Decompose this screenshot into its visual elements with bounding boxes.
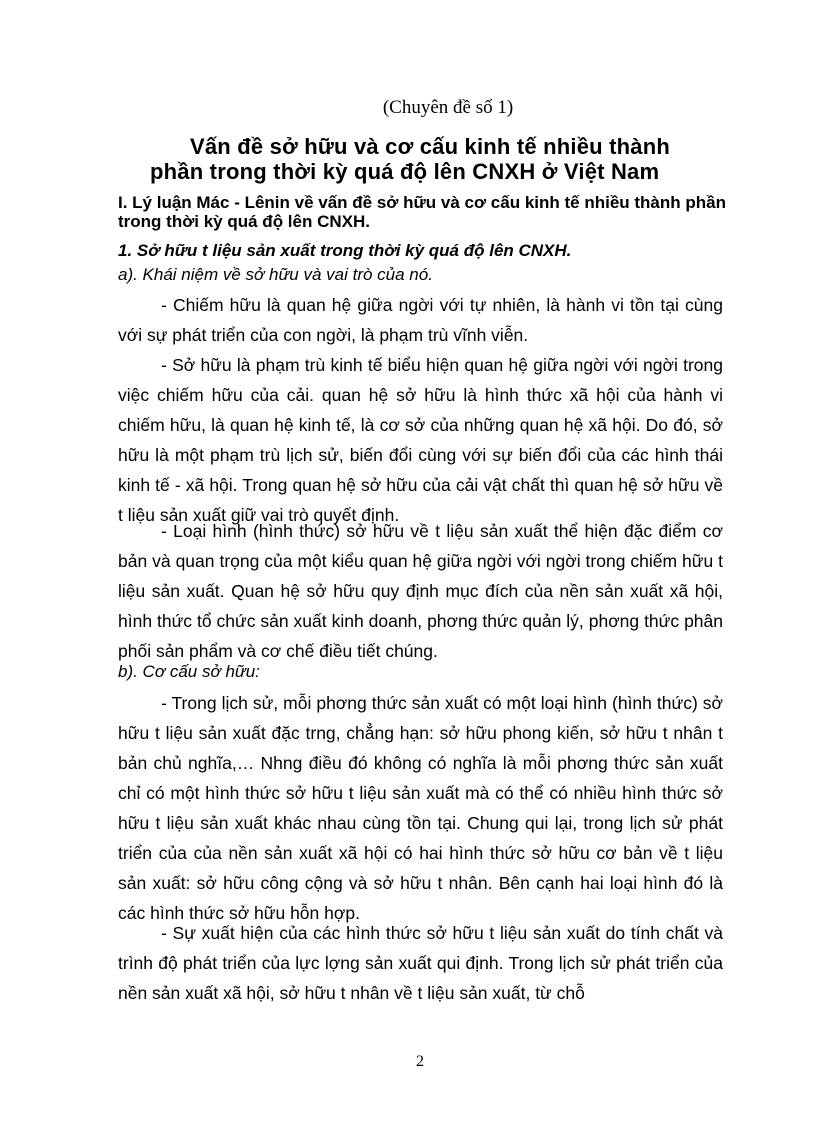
item-a-heading: a). Khái niệm về sở hữu và vai trò của nó. [118,265,433,284]
title-line-1: Vấn đề sở hữu và cơ cấu kinh tế nhiều thành [190,134,671,159]
document-title [150,134,740,184]
section-heading: I. Lý luận Mác - Lênin về vấn đề sở hữu và cơ cấu kinh tế nhiều thành phần trong thời kỳ quá độ lên CNXH. [118,193,726,231]
item-b-heading: b). Cơ cấu sở hữu: [118,662,260,681]
page-number: 2 [416,1053,424,1070]
paragraph-2: - Sở hữu là phạm trù kinh tế biểu hiện quan hệ giữa ngời với ngời trong việc chiếm hữu của cải. quan hệ sở hữu là hình thức xã hội của hành vi chiếm hữu, là quan hệ kinh tế, là cơ sở của những quan hệ xã hội. Do đó, sở hữu là một phạm trù lịch sử, biến đổi cùng với sự biến đổi của các hình thái kinh tế - xã hội. Trong quan hệ sở hữu của cải vật chất thì quan hệ sở hữu về t liệu sản xuất giữ vai trò quyết định. [118,355,723,525]
subsection-heading: 1. Sở hữu t liệu sản xuất trong thời kỳ quá độ lên CNXH. [118,241,572,260]
paragraph-4: - Trong lịch sử, mỗi phơng thức sản xuất có một loại hình (hình thức) sở hữu t liệu sản xuất đặc trng, chẳng hạn: sở hữu phong kiến, sở hữu t nhân t bản chủ nghĩa,… Nhng điều đó không có nghĩa là mỗi phơng thức sản xuất chỉ có một hình thức sở hữu t liệu sản xuất mà có thể có nhiều hình thức sở hữu t liệu sản xuất khác nhau cùng tồn tại. Chung qui lại, trong lịch sử phát triển của của nền sản xuất xã hội có hai hình thức sở hữu cơ bản về t liệu sản xuất: sở hữu công cộng và sở hữu t nhân. Bên cạnh hai loại hình đó là các hình thức sở hữu hỗn hợp. [118,693,723,923]
document-subtitle: (Chuyên đề số 1) [382,97,514,118]
title-line-2: phần trong thời kỳ quá độ lên CNXH ở Việt Nam [150,159,660,184]
paragraph-3: - Loại hình (hình thức) sở hữu về t liệu sản xuất thể hiện đặc điểm cơ bản và quan trọng của một kiểu quan hệ giữa ngời với ngời trong chiếm hữu t liệu sản xuất. Quan hệ sở hữu quy định mục đích của nền sản xuất xã hội, hình thức tổ chức sản xuất kinh doanh, phơng thức quản lý, phơng thức phân phối sản phẩm và cơ chế điều tiết chúng. [118,521,723,661]
paragraph-5: - Sự xuất hiện của các hình thức sở hữu t liệu sản xuất do tính chất và trình độ phát triển của lực lợng sản xuất qui định. Trong lịch sử phát triển của nền sản xuất xã hội, sở hữu t nhân về t liệu sản xuất, từ chỗ [118,923,723,1003]
paragraph-1: - Chiếm hữu là quan hệ giữa ngời với tự nhiên, là hành vi tồn tại cùng với sự phát triển của con ngời, là phạm trù vĩnh viễn. [118,295,723,345]
